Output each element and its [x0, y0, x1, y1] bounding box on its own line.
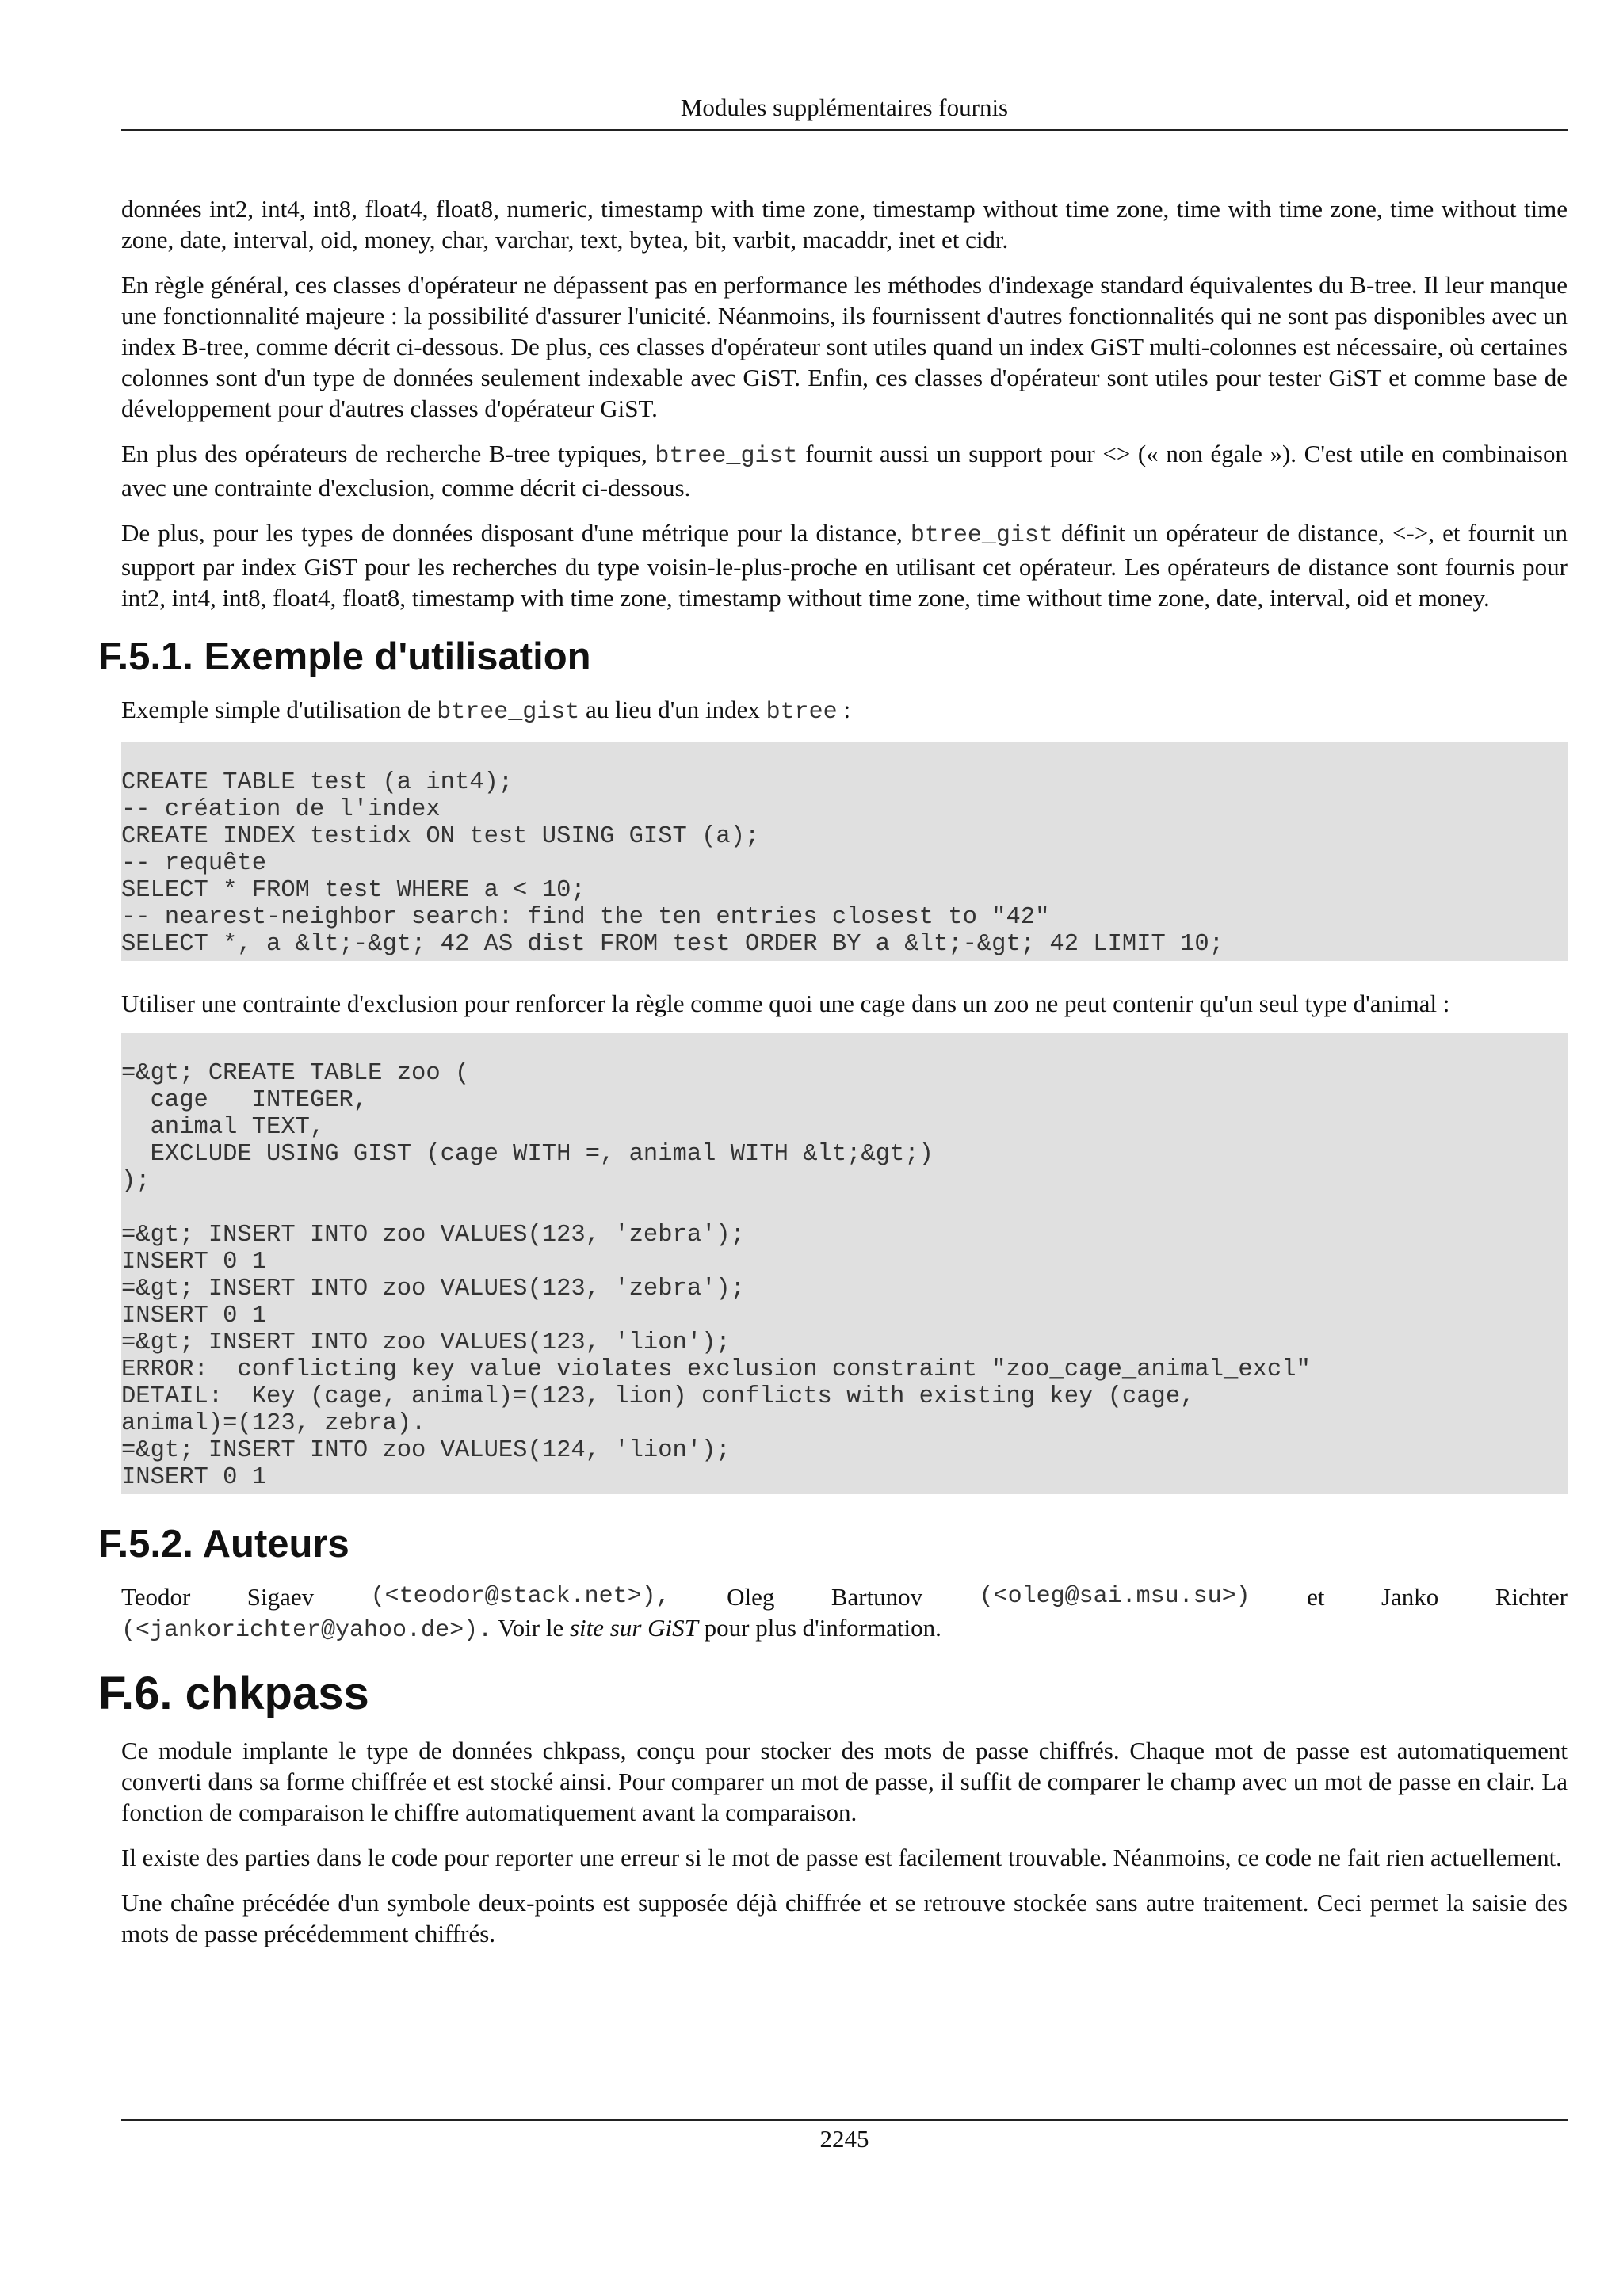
- author-1-email[interactable]: (<teodor@stack.net>),: [370, 1583, 670, 1610]
- authors-paragraph: [121, 1581, 1568, 1646]
- conjunction: et: [1307, 1583, 1325, 1611]
- footer-rule: [121, 2119, 1568, 2121]
- author-3-last: Richter: [1495, 1583, 1568, 1611]
- section-heading-f52: F.5.2. Auteurs: [98, 1523, 349, 1566]
- chkpass-paragraph-2: Il existe des parties dans le code pour reporter une erreur si le mot de passe est facilement trouvable. Néanmoins, ce code ne fait rien actuellement.: [121, 1844, 1562, 1871]
- author-2-first: Oleg: [727, 1583, 775, 1611]
- code-line: -- nearest-neighbor search: find the ten entries closest to "42": [121, 904, 1050, 931]
- code-line: [121, 1195, 1568, 1222]
- inline-code: btree_gist: [437, 699, 580, 726]
- section-heading-f6: F.6. chkpass: [98, 1668, 369, 1719]
- chkpass-paragraph-1: Ce module implante le type de données chkpass, conçu pour stocker des mots de passe chiffrés. Chaque mot de passe est automatiquement converti dans sa forme chiffrée et est stocké ainsi. Pour comparer un mot de passe, il suffit de comparer le champ avec un mot de passe en clair. La fonction de comparaison le chiffre automatiquement avant la comparaison.: [121, 1737, 1568, 1826]
- exclusion-intro: Utiliser une contrainte d'exclusion pour renforcer la règle comme quoi une cage dans un zoo ne peut contenir qu'un seul type d'animal :: [121, 990, 1450, 1017]
- code-line: animal)=(123, zebra).: [121, 1410, 426, 1437]
- page-body: [98, 193, 1568, 1963]
- code-line: =&gt; INSERT INTO zoo VALUES(123, 'lion');: [121, 1329, 731, 1356]
- inline-code: btree_gist: [655, 443, 798, 470]
- text: De plus, pour les types de données disposant d'une métrique pour la distance,: [121, 519, 911, 547]
- code-line: INSERT 0 1: [121, 1249, 267, 1276]
- text: :: [837, 696, 851, 723]
- code-line: );: [121, 1168, 151, 1195]
- text: fournit aussi un support pour <> (« non égale »). C'est utile en combinaison avec une contrainte d'exclusion, comme décrit ci-dessous.: [121, 440, 1568, 502]
- code-line: DETAIL: Key (cage, animal)=(123, lion) conflicts with existing key (cage,: [121, 1383, 1195, 1410]
- code-line: -- création de l'index: [121, 796, 441, 823]
- section-heading-f51: F.5.1. Exemple d'utilisation: [98, 635, 591, 678]
- author-2-email[interactable]: (<oleg@sai.msu.su>): [979, 1583, 1251, 1610]
- code-line: INSERT 0 1: [121, 1302, 267, 1329]
- intro-paragraph-2: En règle général, ces classes d'opérateur ne dépassent pas en performance les méthodes d'indexage standard équivalentes du B-tree. Il leur manque une fonctionnalité majeure : la possibilité d'assurer l'unicité. Néanmoins, ils fournissent d'autres fonctionnalités qui ne sont pas disponibles avec un index B-tree, comme décrit ci-dessous. De plus, ces classes d'opérateur sont utiles quand un index GiST multi-colonnes est nécessaire, où certaines colonnes sont d'un type de données seulement indexable avec GiST. Enfin, ces classes d'opérateur sont utiles pour tester GiST et comme base de développement pour d'autres classes d'opérateur GiST.: [121, 271, 1568, 422]
- code-line: =&gt; INSERT INTO zoo VALUES(124, 'lion');: [121, 1437, 731, 1464]
- code-line: CREATE INDEX testidx ON test USING GIST (a);: [121, 823, 760, 850]
- intro-paragraph-1: données int2, int4, int8, float4, float8, numeric, timestamp with time zone, timestamp without time zone, time with time zone, time without time zone, date, interval, oid, money, char, varchar, text, bytea, bit, varbit, macaddr, inet et cidr.: [121, 195, 1568, 254]
- code-line: -- requête: [121, 850, 267, 877]
- code-line: CREATE TABLE test (a int4);: [121, 769, 514, 796]
- code-line: =&gt; INSERT INTO zoo VALUES(123, 'zebra');: [121, 1276, 746, 1302]
- text: pour plus d'information.: [697, 1614, 941, 1642]
- code-line: SELECT *, a &lt;-&gt; 42 AS dist FROM test ORDER BY a &lt;-&gt; 42 LIMIT 10;: [121, 931, 1224, 958]
- intro-paragraph-4: [121, 517, 1568, 613]
- author-3-email[interactable]: (<jankorichter@yahoo.de>).: [121, 1617, 493, 1644]
- code-line: SELECT * FROM test WHERE a < 10;: [121, 877, 586, 904]
- author-1-last: Sigaev: [246, 1583, 315, 1611]
- inline-code: btree_gist: [910, 522, 1053, 549]
- code-line: =&gt; INSERT INTO zoo VALUES(123, 'zebra');: [121, 1222, 746, 1249]
- authors-line-2: [121, 1612, 1568, 1646]
- authors-line-1: [121, 1581, 1568, 1612]
- inline-code: btree: [766, 699, 838, 726]
- running-header: Modules supplémentaires fournis: [680, 93, 1009, 121]
- code-line: ERROR: conflicting key value violates exclusion constraint "zoo_cage_animal_excl": [121, 1356, 1311, 1383]
- code-line: INSERT 0 1: [121, 1464, 267, 1491]
- usage-intro: [121, 694, 1568, 728]
- author-1-first: Teodor: [121, 1583, 191, 1611]
- intro-paragraph-3: [121, 438, 1568, 503]
- code-example-2: [121, 1033, 1568, 1494]
- code-line: cage INTEGER,: [121, 1087, 369, 1114]
- text: Voir le: [492, 1614, 570, 1642]
- code-line: animal TEXT,: [121, 1114, 325, 1141]
- author-2-last: Bartunov: [831, 1583, 923, 1611]
- text: En plus des opérateurs de recherche B-tree typiques,: [121, 440, 655, 467]
- text: Exemple simple d'utilisation de: [121, 696, 437, 723]
- code-example-1: [121, 742, 1568, 961]
- text: définit un opérateur de distance, <->, et fournit un support par index GiST pour les recherches du type voisin-le-plus-proche en utilisant cet opérateur. Les opérateurs de distance sont fournis pour int2, int4, int8, float4, float8, timestamp with time zone, timestamp without time zone, time without time zone, date, interval, oid et money.: [121, 519, 1568, 612]
- page-number: 2245: [819, 2125, 869, 2153]
- text: au lieu d'un index: [579, 696, 766, 723]
- chkpass-paragraph-3: Une chaîne précédée d'un symbole deux-points est supposée déjà chiffrée et se retrouve stockée sans autre traitement. Ceci permet la saisie des mots de passe précédemment chiffrés.: [121, 1889, 1568, 1947]
- author-3-first: Janko: [1381, 1583, 1439, 1611]
- header-rule: [121, 129, 1568, 131]
- code-line: =&gt; CREATE TABLE zoo (: [121, 1060, 470, 1087]
- gist-site-link[interactable]: site sur GiST: [569, 1614, 698, 1642]
- code-line: EXCLUDE USING GIST (cage WITH =, animal WITH &lt;&gt;): [121, 1141, 934, 1168]
